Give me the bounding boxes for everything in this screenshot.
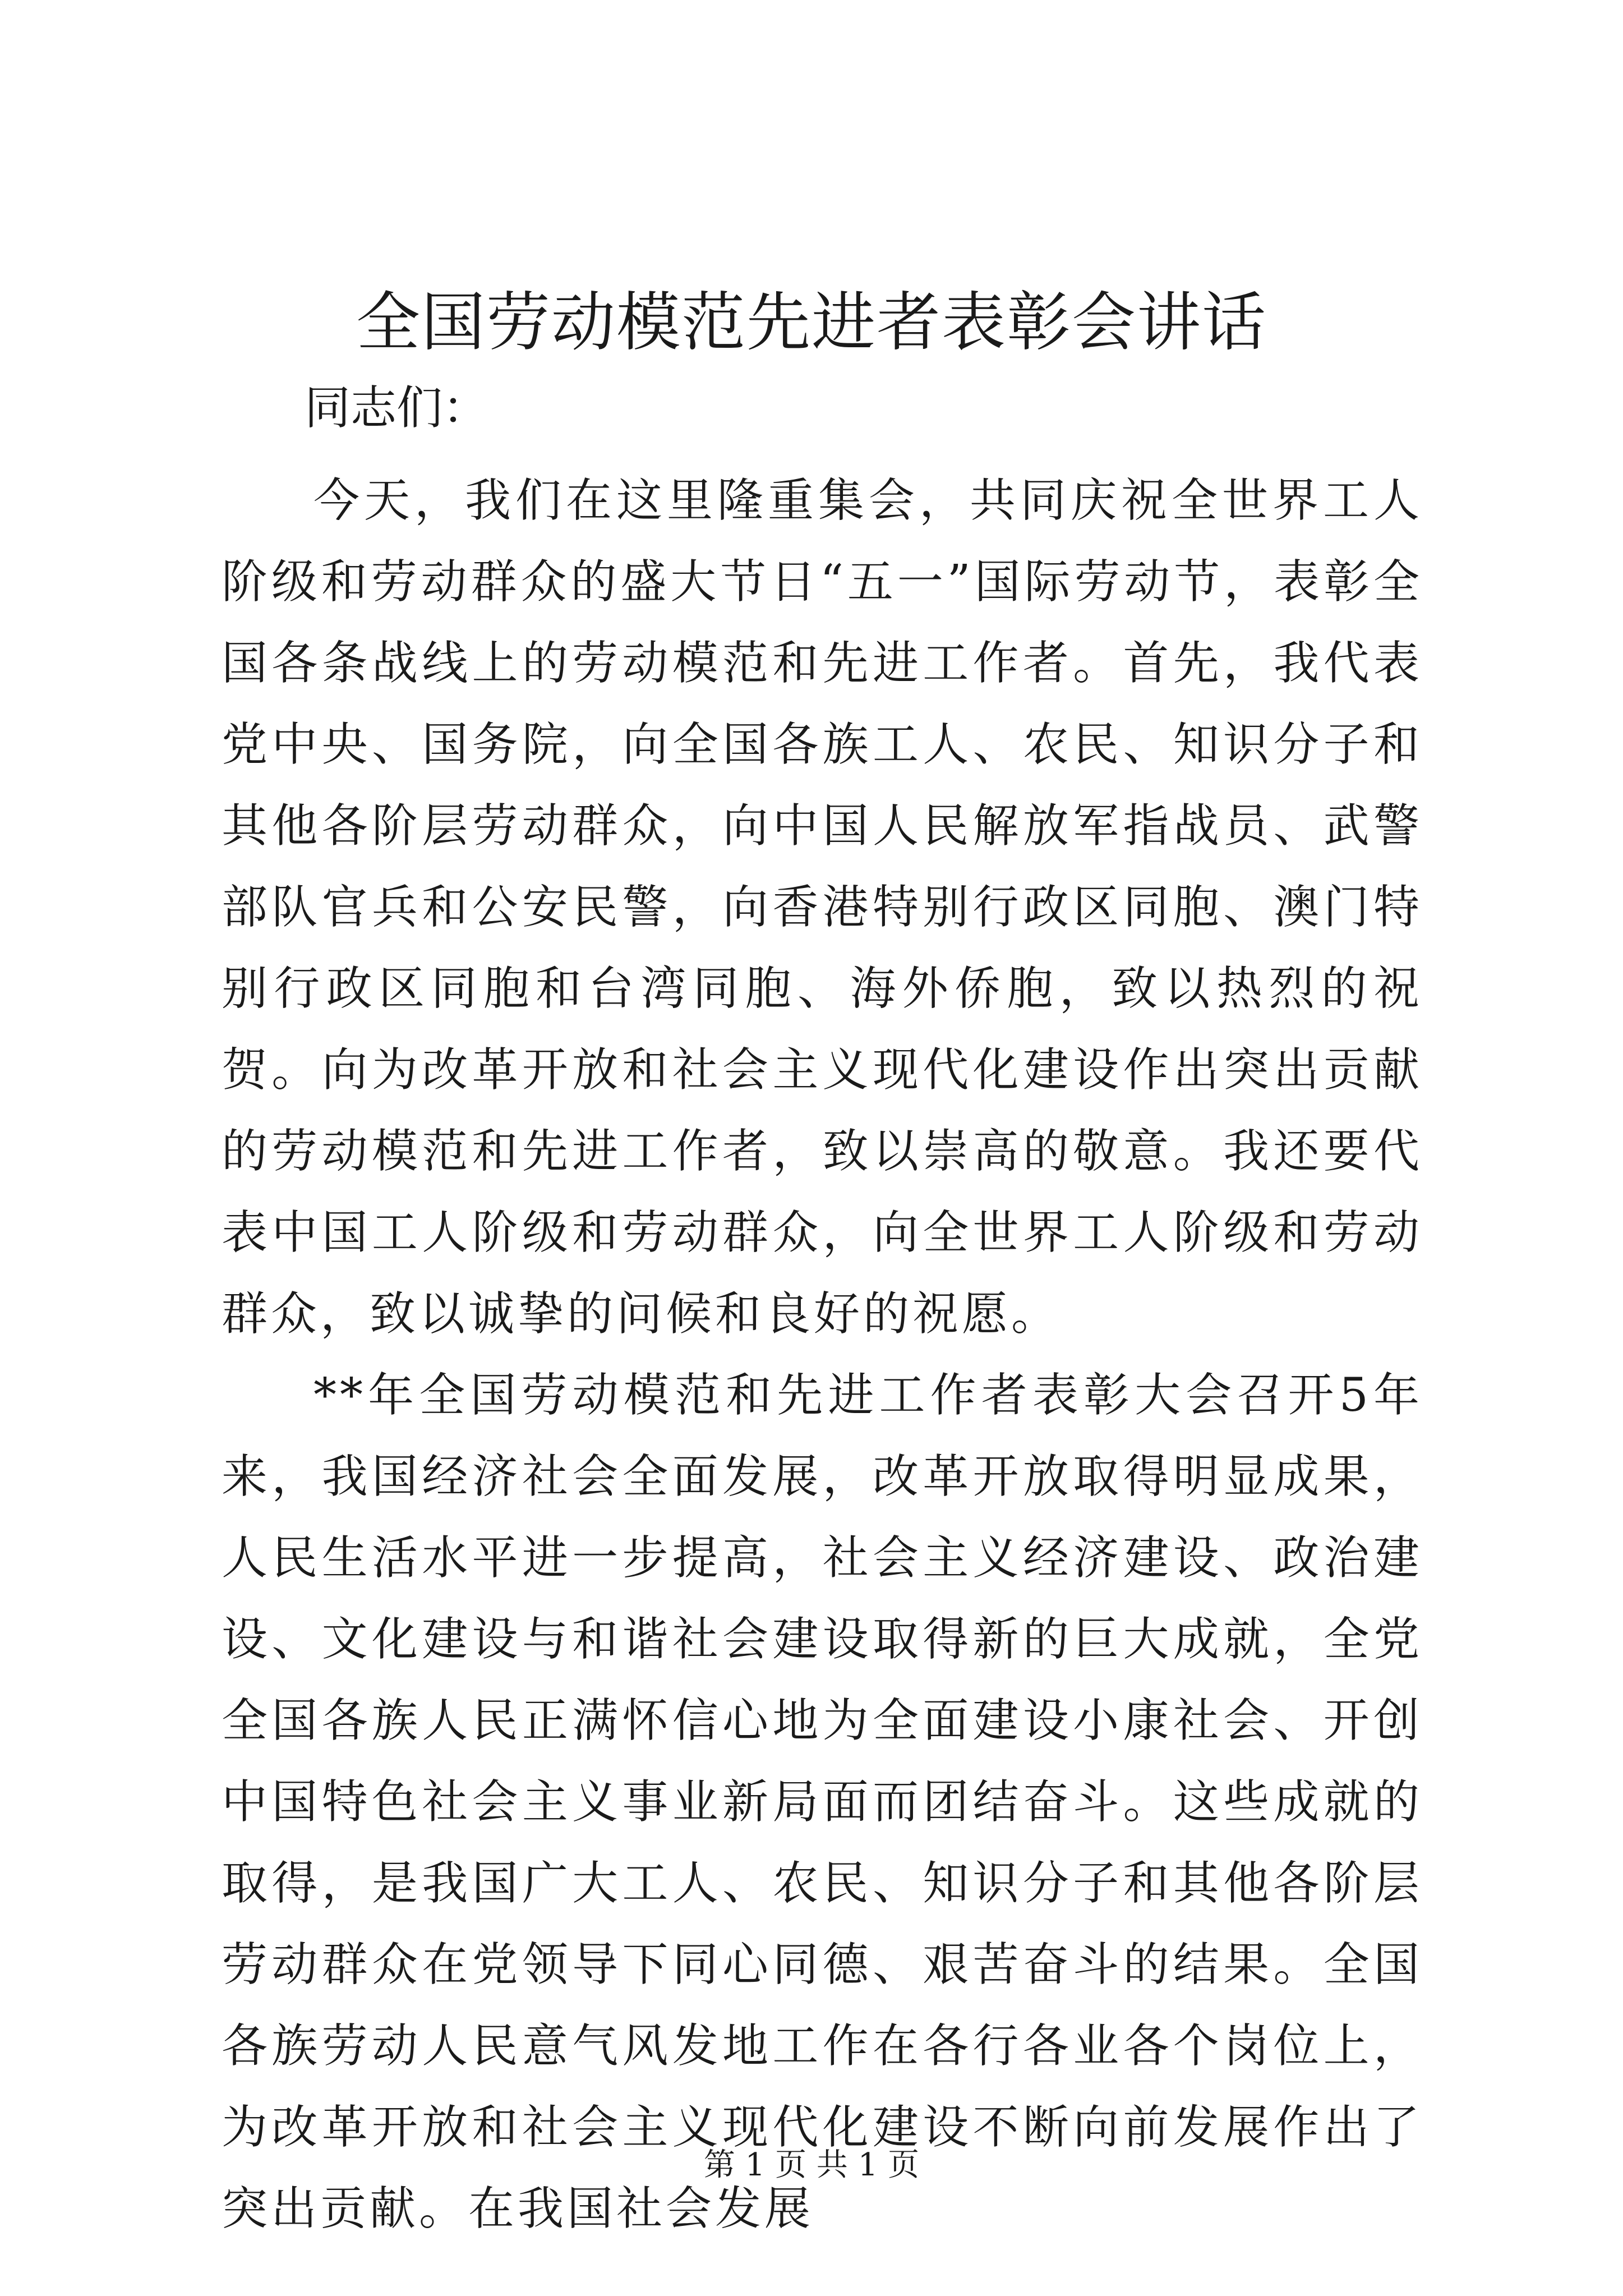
paragraph-2: **年全国劳动模范和先进工作者表彰大会召开5年来，我国经济社会全面发展，改革开放取得明显成果，人民生活水平进一步提高，社会主义经济建设、政治建设、文化建设与和谐社会建设取得新的巨大成就，全党全国各族人民正满怀信心地为全面建设小康社会、开创中国特色社会主义事业新局面而团结奋斗。这些成就的取得，是我国广大工人、农民、知识分子和其他各阶层劳动群众在党领导下同心同德、艰苦奋斗的结果。全国各族劳动人民意气风发地工作在各行各业各个岗位上，为改革开放和社会主义现代化建设不断向前发展作出了突出贡献。在我国社会发展	[222, 1369, 1423, 2235]
paragraph-1: 今天，我们在这里隆重集会，共同庆祝全世界工人阶级和劳动群众的盛大节日“五一”国际劳动节，表彰全国各条战线上的劳动模范和先进工作者。首先，我代表党中央、国务院，向全国各族工人、农民、知识分子和其他各阶层劳动群众，向中国人民解放军指战员、武警部队官兵和公安民警，向香港特别行政区同胞、澳门特别行政区同胞和台湾同胞、海外侨胞，致以热烈的祝贺。向为改革开放和社会主义现代化建设作出突出贡献的劳动模范和先进工作者，致以崇高的敬意。我还要代表中国工人阶级和劳动群众，向全世界工人阶级和劳动群众，致以诚挚的问候和良好的祝愿。	[222, 474, 1423, 1341]
page-footer: 第 1 页 共 1 页	[703, 2147, 920, 2183]
document-title: 全国劳动模范先进者表彰会讲话	[356, 285, 1267, 360]
salutation: 同志们：	[305, 381, 489, 435]
document-body	[222, 460, 1423, 2249]
